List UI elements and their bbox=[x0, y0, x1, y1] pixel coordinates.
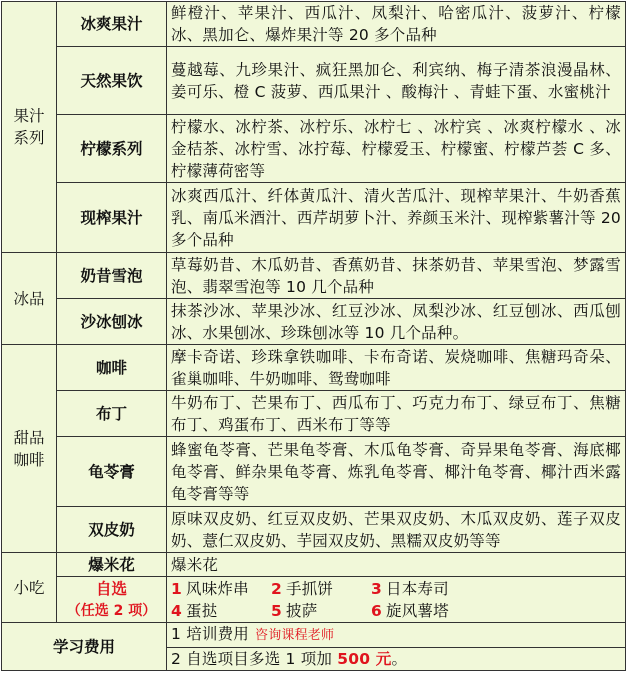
category-fee: 学习费用 bbox=[2, 623, 167, 671]
subcategory-name: 沙冰刨冰 bbox=[57, 299, 167, 345]
option-label: 旋风薯塔 bbox=[386, 601, 449, 620]
table-row bbox=[2, 253, 626, 299]
category-ice: 冰品 bbox=[2, 253, 57, 345]
snack-option bbox=[371, 578, 471, 600]
category-dessert: 甜品咖啡 bbox=[2, 345, 57, 553]
table-row bbox=[2, 391, 626, 437]
subcategory-name: 冰爽果汁 bbox=[57, 2, 167, 47]
subcategory-items: 蔓越莓、九珍果汁、疯狂黑加仑、利宾纳、梅子清茶浪漫晶林、姜可乐、橙 C 菠萝、西瓜果汁 、酸梅汁 、青蛙下蛋、水蜜桃汁 bbox=[167, 47, 626, 115]
fee-line-2-suffix: 。 bbox=[391, 650, 408, 668]
option-number: 3 bbox=[371, 579, 382, 598]
subcategory-items: 抹茶沙冰、苹果沙冰、红豆沙冰、凤梨沙冰、红豆刨冰、西瓜刨冰、水果刨冰、珍珠刨冰等 10 几个品种。 bbox=[167, 299, 626, 345]
option-label: 手抓饼 bbox=[286, 579, 334, 598]
snack-option bbox=[171, 578, 271, 600]
table-row bbox=[2, 115, 626, 183]
fee-line-2 bbox=[167, 648, 626, 671]
table-row bbox=[2, 183, 626, 253]
option-number: 6 bbox=[371, 601, 382, 620]
table-row bbox=[2, 553, 626, 577]
fee-line-2-prefix: 2 自选项目多选 1 项加 bbox=[171, 650, 338, 668]
fee-price: 500 元 bbox=[337, 650, 392, 668]
table-row bbox=[2, 345, 626, 391]
option-number: 4 bbox=[171, 601, 182, 620]
subcategory-name: 爆米花 bbox=[57, 553, 167, 577]
category-snack: 小吃 bbox=[2, 553, 57, 623]
fee-line-1-label: 1 培训费用 bbox=[171, 625, 249, 643]
option-number: 1 bbox=[171, 579, 182, 598]
option-number: 5 bbox=[271, 601, 282, 620]
subcategory-items: 草莓奶昔、木瓜奶昔、香蕉奶昔、抹茶奶昔、苹果雪泡、梦露雪泡、翡翠雪泡等 10 几个品种 bbox=[167, 253, 626, 299]
menu-table bbox=[1, 1, 626, 671]
snack-option bbox=[271, 578, 371, 600]
snack-select-title: 自选 bbox=[95, 579, 127, 598]
subcategory-items: 鲜橙汁、苹果汁、西瓜汁、凤梨汁、哈密瓜汁、菠萝汁、柠檬冰、黑加仑、爆炸果汁等 20 多个品种 bbox=[167, 2, 626, 47]
subcategory-name: 奶昔雪泡 bbox=[57, 253, 167, 299]
subcategory-items: 原味双皮奶、红豆双皮奶、芒果双皮奶、木瓜双皮奶、莲子双皮奶、薏仁双皮奶、芋园双皮奶、黑糯双皮奶等等 bbox=[167, 507, 626, 553]
subcategory-name: 龟苓膏 bbox=[57, 437, 167, 507]
option-label: 披萨 bbox=[286, 601, 318, 620]
subcategory-name: 咖啡 bbox=[57, 345, 167, 391]
subcategory-items: 冰爽西瓜汁、纤体黄瓜汁、清火苦瓜汁、现榨苹果汁、牛奶香蕉乳、南瓜米酒汁、西芹胡萝卜汁、养颜玉米汁、现榨紫薯汁等 20 多个品种 bbox=[167, 183, 626, 253]
subcategory-items: 摩卡奇诺、珍珠拿铁咖啡、卡布奇诺、炭烧咖啡、焦糖玛奇朵、雀巢咖啡、牛奶咖啡、鸳鸯咖啡 bbox=[167, 345, 626, 391]
snack-options-row bbox=[171, 578, 621, 600]
snack-select-cell bbox=[57, 577, 167, 623]
table-row bbox=[2, 507, 626, 553]
table-row bbox=[2, 577, 626, 623]
table-row bbox=[2, 47, 626, 115]
option-number: 2 bbox=[271, 579, 282, 598]
snack-options bbox=[167, 577, 626, 623]
subcategory-items: 柠檬水、冰柠茶、冰柠乐、冰柠七 、冰柠宾 、冰爽柠檬水 、冰金桔茶、冰柠雪、冰拧莓、柠檬爱玉、柠檬蜜、柠檬芦荟 C 多、柠檬薄荷密等 bbox=[167, 115, 626, 183]
option-label: 日本寿司 bbox=[386, 579, 449, 598]
subcategory-name: 天然果饮 bbox=[57, 47, 167, 115]
subcategory-name: 现榨果汁 bbox=[57, 183, 167, 253]
fee-line-1 bbox=[167, 623, 626, 648]
subcategory-items: 爆米花 bbox=[167, 553, 626, 577]
table-row bbox=[2, 299, 626, 345]
snack-options-row bbox=[171, 600, 621, 622]
snack-option bbox=[171, 600, 271, 622]
snack-select-note: （任选 2 项） bbox=[66, 602, 157, 619]
table-row bbox=[2, 2, 626, 47]
subcategory-name: 柠檬系列 bbox=[57, 115, 167, 183]
fee-consult-note: 咨询课程老师 bbox=[255, 628, 335, 643]
subcategory-items: 牛奶布丁、芒果布丁、西瓜布丁、巧克力布丁、绿豆布丁、焦糖布丁、鸡蛋布丁、西米布丁等等 bbox=[167, 391, 626, 437]
category-juice: 果汁系列 bbox=[2, 2, 57, 253]
option-label: 蛋挞 bbox=[186, 601, 218, 620]
subcategory-items: 蜂蜜龟苓膏、芒果龟苓膏、木瓜龟苓膏、奇异果龟苓膏、海底椰龟苓膏、鲜杂果龟苓膏、炼乳龟苓膏、椰汁龟苓膏、椰汁西米露龟苓膏等等 bbox=[167, 437, 626, 507]
subcategory-name: 布丁 bbox=[57, 391, 167, 437]
snack-option bbox=[271, 600, 371, 622]
table-row bbox=[2, 437, 626, 507]
snack-option bbox=[371, 600, 471, 622]
option-label: 风味炸串 bbox=[186, 579, 249, 598]
subcategory-name: 双皮奶 bbox=[57, 507, 167, 553]
table-row bbox=[2, 623, 626, 648]
